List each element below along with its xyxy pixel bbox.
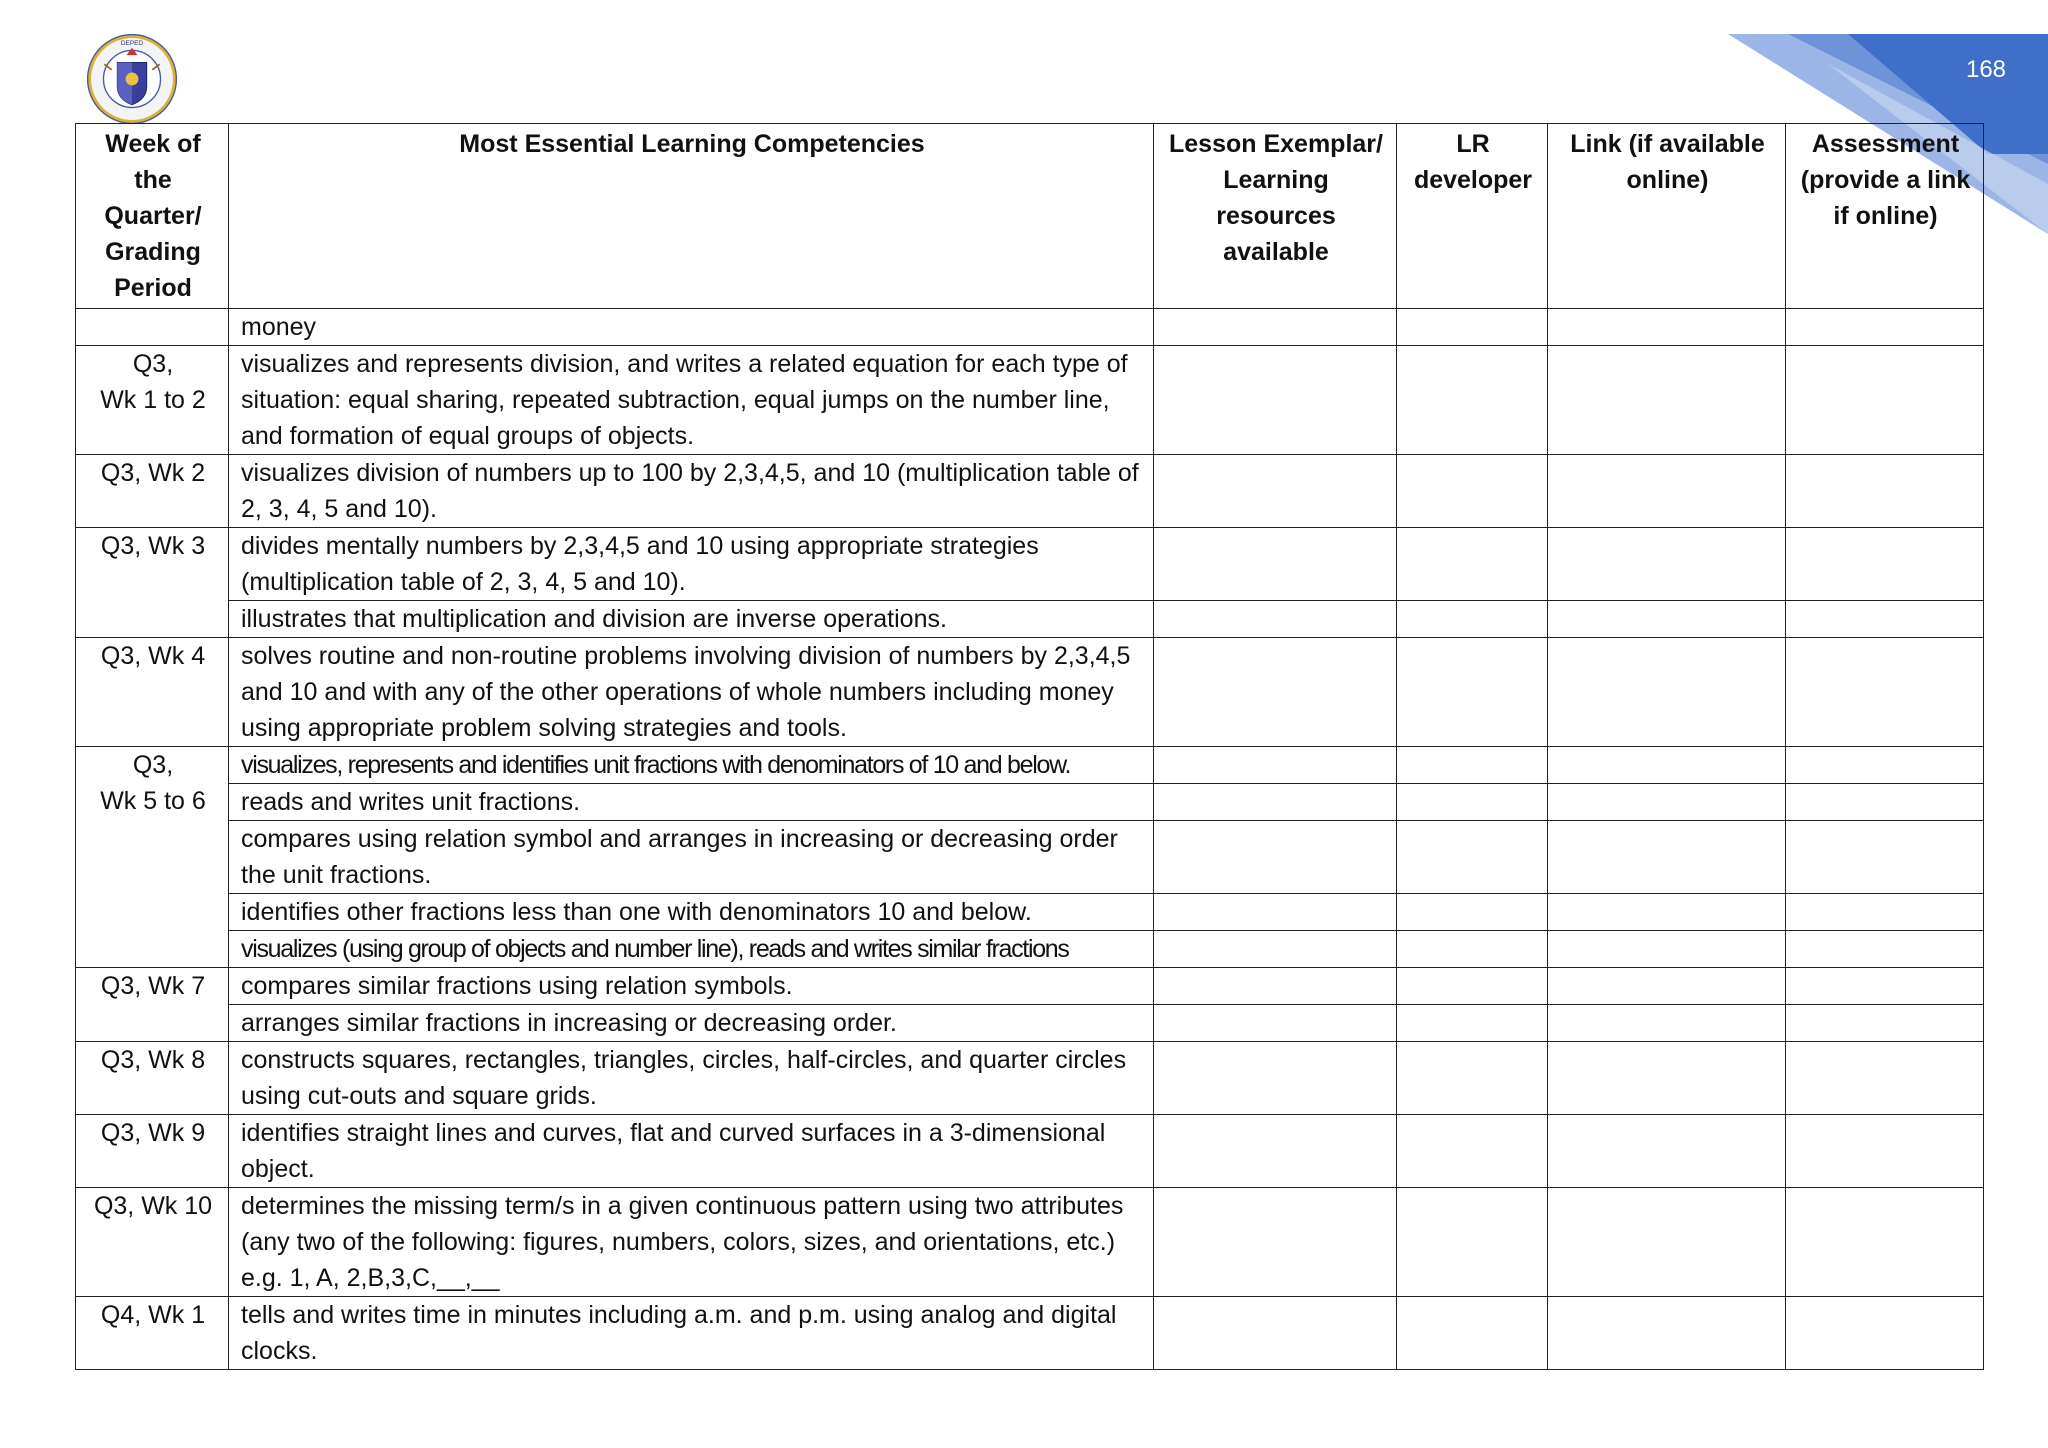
competency-cell: tells and writes time in minutes including a.m. and p.m. using analog and digital clocks.	[229, 1297, 1154, 1370]
assessment-cell	[1786, 1115, 1984, 1188]
exemplar-cell	[1154, 1188, 1397, 1297]
link-cell	[1548, 968, 1786, 1005]
week-cell: Q3, Wk 8	[76, 1042, 229, 1115]
table-row	[76, 747, 1984, 784]
week-cell: Q4, Wk 1	[76, 1297, 229, 1370]
header-exemplar: Lesson Exemplar/ Learning resources available	[1154, 124, 1397, 309]
page-number: 168	[1965, 56, 2007, 83]
lr-developer-cell	[1397, 1188, 1548, 1297]
week-cell: Q3, Wk 10	[76, 1188, 229, 1297]
week-cell: Q3, Wk 9	[76, 1115, 229, 1188]
competency-cell: money	[229, 309, 1154, 346]
header-assessment: Assessment (provide a link if online)	[1786, 124, 1984, 309]
table-row	[76, 346, 1984, 455]
lr-developer-cell	[1397, 1115, 1548, 1188]
competency-cell: determines the missing term/s in a given continuous pattern using two attributes (any two of the following: figures, numbers, colors, sizes, and orientations, etc.) e.g. 1, A, 2,B,3,C,__,__	[229, 1188, 1154, 1297]
lr-developer-cell	[1397, 968, 1548, 1005]
link-cell	[1548, 455, 1786, 528]
competency-cell: compares similar fractions using relation symbols.	[229, 968, 1154, 1005]
assessment-cell	[1786, 784, 1984, 821]
lr-developer-cell	[1397, 1042, 1548, 1115]
assessment-cell	[1786, 1297, 1984, 1370]
competency-cell: divides mentally numbers by 2,3,4,5 and 10 using appropriate strategies (multiplication table of 2, 3, 4, 5 and 10).	[229, 528, 1154, 601]
competency-cell: illustrates that multiplication and division are inverse operations.	[229, 601, 1154, 638]
competency-cell: identifies straight lines and curves, flat and curved surfaces in a 3-dimensional object.	[229, 1115, 1154, 1188]
exemplar-cell	[1154, 784, 1397, 821]
table-row	[76, 638, 1984, 747]
exemplar-cell	[1154, 931, 1397, 968]
link-cell	[1548, 931, 1786, 968]
week-cell: Q3, Wk 7	[76, 968, 229, 1042]
table-row	[76, 894, 1984, 931]
exemplar-cell	[1154, 601, 1397, 638]
assessment-cell	[1786, 309, 1984, 346]
lr-developer-cell	[1397, 638, 1548, 747]
lr-developer-cell	[1397, 747, 1548, 784]
lr-developer-cell	[1397, 528, 1548, 601]
week-cell: Q3, Wk 5 to 6	[76, 747, 229, 968]
competency-cell: visualizes, represents and identifies unit fractions with denominators of 10 and below.	[229, 747, 1154, 784]
deped-seal-logo	[86, 33, 178, 125]
competency-cell: visualizes and represents division, and writes a related equation for each type of situation: equal sharing, repeated subtraction, equal jumps on the number line, and formation of equal groups of objects.	[229, 346, 1154, 455]
table-row	[76, 528, 1984, 601]
exemplar-cell	[1154, 894, 1397, 931]
link-cell	[1548, 528, 1786, 601]
link-cell	[1548, 1115, 1786, 1188]
assessment-cell	[1786, 346, 1984, 455]
link-cell	[1548, 1005, 1786, 1042]
link-cell	[1548, 638, 1786, 747]
table-row	[76, 309, 1984, 346]
table-row	[76, 601, 1984, 638]
link-cell	[1548, 894, 1786, 931]
assessment-cell	[1786, 1042, 1984, 1115]
assessment-cell	[1786, 821, 1984, 894]
lr-developer-cell	[1397, 601, 1548, 638]
competency-cell: constructs squares, rectangles, triangles, circles, half-circles, and quarter circles using cut-outs and square grids.	[229, 1042, 1154, 1115]
header-link: Link (if available online)	[1548, 124, 1786, 309]
competency-cell: compares using relation symbol and arranges in increasing or decreasing order the unit fractions.	[229, 821, 1154, 894]
exemplar-cell	[1154, 1115, 1397, 1188]
competency-cell: visualizes division of numbers up to 100 by 2,3,4,5, and 10 (multiplication table of 2, 3, 4, 5 and 10).	[229, 455, 1154, 528]
exemplar-cell	[1154, 346, 1397, 455]
table-row	[76, 455, 1984, 528]
link-cell	[1548, 601, 1786, 638]
exemplar-cell	[1154, 309, 1397, 346]
link-cell	[1548, 1188, 1786, 1297]
exemplar-cell	[1154, 455, 1397, 528]
table-row	[76, 1188, 1984, 1297]
week-cell: Q3, Wk 3	[76, 528, 229, 638]
exemplar-cell	[1154, 821, 1397, 894]
lr-developer-cell	[1397, 1297, 1548, 1370]
assessment-cell	[1786, 931, 1984, 968]
table-header-row	[76, 124, 1984, 309]
assessment-cell	[1786, 968, 1984, 1005]
week-cell: Q3, Wk 2	[76, 455, 229, 528]
exemplar-cell	[1154, 968, 1397, 1005]
lr-developer-cell	[1397, 309, 1548, 346]
competency-cell: visualizes (using group of objects and number line), reads and writes similar fractions	[229, 931, 1154, 968]
lr-developer-cell	[1397, 784, 1548, 821]
link-cell	[1548, 346, 1786, 455]
table-row	[76, 1297, 1984, 1370]
link-cell	[1548, 1042, 1786, 1115]
exemplar-cell	[1154, 638, 1397, 747]
competency-cell: arranges similar fractions in increasing or decreasing order.	[229, 1005, 1154, 1042]
assessment-cell	[1786, 638, 1984, 747]
table-row	[76, 968, 1984, 1005]
assessment-cell	[1786, 894, 1984, 931]
lr-developer-cell	[1397, 931, 1548, 968]
table-row	[76, 1042, 1984, 1115]
assessment-cell	[1786, 528, 1984, 601]
week-cell: Q3, Wk 4	[76, 638, 229, 747]
lr-developer-cell	[1397, 894, 1548, 931]
assessment-cell	[1786, 1005, 1984, 1042]
table-row	[76, 784, 1984, 821]
link-cell	[1548, 309, 1786, 346]
lr-developer-cell	[1397, 821, 1548, 894]
assessment-cell	[1786, 455, 1984, 528]
header-week: Week of the Quarter/ Grading Period	[76, 124, 229, 309]
link-cell	[1548, 784, 1786, 821]
assessment-cell	[1786, 1188, 1984, 1297]
table-row	[76, 1005, 1984, 1042]
week-cell	[76, 309, 229, 346]
assessment-cell	[1786, 601, 1984, 638]
exemplar-cell	[1154, 528, 1397, 601]
exemplar-cell	[1154, 1297, 1397, 1370]
header-melc: Most Essential Learning Competencies	[229, 124, 1154, 309]
assessment-cell	[1786, 747, 1984, 784]
table-row	[76, 821, 1984, 894]
table-row	[76, 1115, 1984, 1188]
link-cell	[1548, 821, 1786, 894]
lr-developer-cell	[1397, 346, 1548, 455]
lr-developer-cell	[1397, 1005, 1548, 1042]
link-cell	[1548, 1297, 1786, 1370]
week-cell: Q3, Wk 1 to 2	[76, 346, 229, 455]
table-row	[76, 931, 1984, 968]
competency-cell: reads and writes unit fractions.	[229, 784, 1154, 821]
exemplar-cell	[1154, 747, 1397, 784]
header-lr-developer: LR developer	[1397, 124, 1548, 309]
lr-developer-cell	[1397, 455, 1548, 528]
competency-cell: identifies other fractions less than one with denominators 10 and below.	[229, 894, 1154, 931]
svg-text:DEPED: DEPED	[120, 39, 144, 47]
exemplar-cell	[1154, 1042, 1397, 1115]
melc-table	[75, 123, 1984, 1370]
link-cell	[1548, 747, 1786, 784]
competency-cell: solves routine and non-routine problems involving division of numbers by 2,3,4,5 and 10 and with any of the other operations of whole numbers including money using appropriate problem solving strategies and tools.	[229, 638, 1154, 747]
exemplar-cell	[1154, 1005, 1397, 1042]
